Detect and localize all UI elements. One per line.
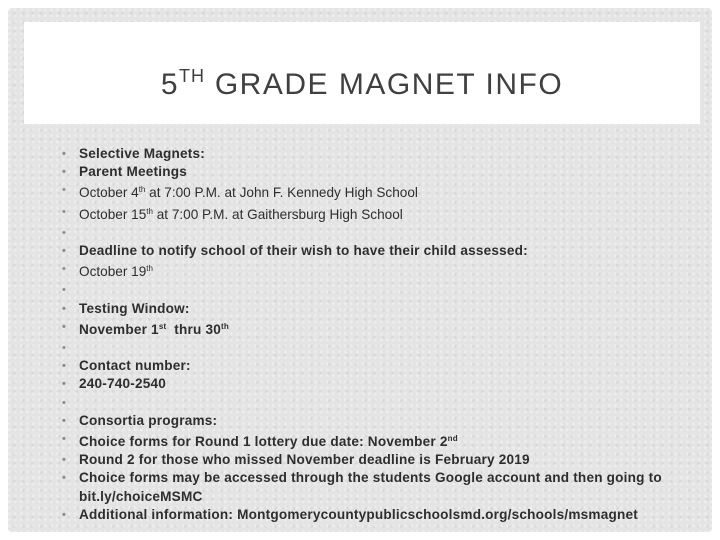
list-item [62,181,702,202]
list-item-text [79,395,83,410]
list-item [62,394,702,412]
list-item-text [79,282,83,297]
ordinal-superscript: th [146,264,153,274]
list-item [62,224,702,242]
ordinal-superscript: st [158,321,167,331]
title-superscript: TH [179,66,206,86]
list-item-text: Round 2 for those who missed November deadline is February 2019 [79,452,530,468]
bullet-icon: • [62,245,67,258]
bullet-icon: • [62,302,67,315]
bullet-icon: • [62,166,67,179]
title-text: GRADE MAGNET INFO [205,68,564,101]
bullet-icon: • [62,148,67,160]
list-item-text: Selective Magnets: [79,146,205,161]
bullet-icon: • [62,320,67,333]
list-item-text: Choice forms may be accessed through the students Google account and then going to bit.ly/choiceMSMC [79,470,662,504]
ordinal-superscript: nd [447,434,458,444]
list-item-text: Contact number: [79,358,191,374]
ordinal-superscript: th [221,321,229,331]
list-item-text [79,225,83,240]
list-item [62,145,702,163]
bullet-list [62,145,702,524]
list-item [62,451,702,469]
list-item-text-continued: thru 30 [166,321,222,337]
ordinal-superscript: th [138,185,146,195]
list-item [62,163,702,181]
title-number: 5 [160,68,180,101]
list-item [62,300,702,318]
bullet-icon: • [62,433,67,446]
list-item [62,430,702,451]
list-item-text: October 4 [79,185,139,201]
bullet-icon: • [62,342,66,355]
bullet-icon: • [62,360,67,373]
bullet-icon: • [62,226,66,239]
list-item [62,260,702,281]
list-item-text: Consortia programs: [79,412,218,428]
bullet-icon: • [62,205,66,218]
list-item [62,357,702,375]
list-item-text-continued: at 7:00 P.M. at John F. Kennedy High School [145,185,418,201]
bullet-icon: • [62,396,66,409]
list-item [62,318,702,339]
list-item [62,242,702,260]
bullet-icon: • [62,284,66,297]
list-item-text: Testing Window: [79,300,190,316]
list-item [62,506,702,524]
slide-title [24,66,700,102]
list-item-text: October 15 [79,206,147,222]
bullet-icon: • [62,508,67,521]
list-item [62,203,702,224]
list-item-text [79,340,83,355]
list-item-text: November 1 [79,321,159,337]
list-item-text: 240-740-2540 [79,376,167,392]
list-item [62,412,702,430]
bullet-icon: • [62,472,67,485]
list-item [62,339,702,357]
title-box [24,22,700,124]
list-item-text: Parent Meetings [79,164,187,180]
slide [8,8,712,532]
bullet-icon: • [62,454,67,467]
list-item [62,281,702,299]
list-item-text: Deadline to notify school of their wish to have their child assessed: [79,243,528,259]
bullet-icon: • [62,414,67,427]
list-item-text-continued: at 7:00 P.M. at Gaithersburg High School [152,206,403,222]
list-item-text: Additional information: Montgomerycountypublicschoolsmd.org/schools/msmagnet [79,506,638,522]
ordinal-superscript: th [146,206,153,216]
list-item [62,469,702,505]
list-item-text: October 19 [79,264,147,280]
list-item [62,375,702,393]
bullet-icon: • [62,378,67,391]
bullet-icon: • [62,184,66,197]
bullet-icon: • [62,263,66,276]
list-item-text: Choice forms for Round 1 lottery due date: November 2 [79,434,448,450]
